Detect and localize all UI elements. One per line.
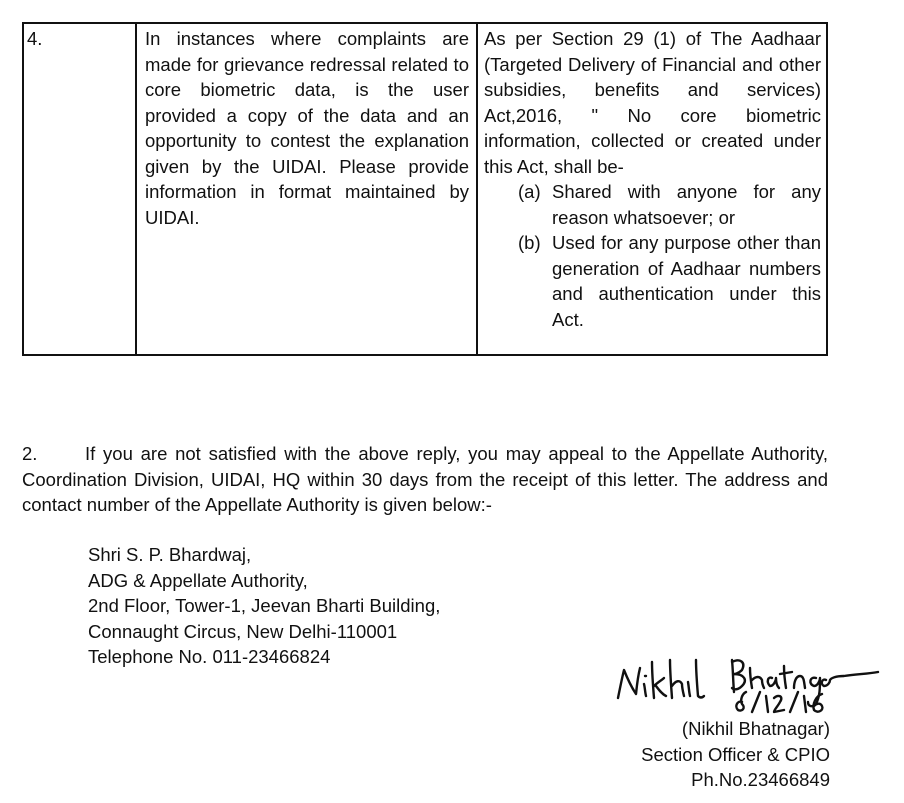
appeal-paragraph (22, 441, 828, 518)
handwritten-signature (612, 648, 882, 718)
reply-item-b (518, 230, 821, 332)
reply-cell (478, 24, 826, 354)
address-line: 2nd Floor, Tower-1, Jeevan Bharti Building, (88, 595, 441, 616)
appellate-address (88, 542, 440, 670)
query-text: In instances where complaints are made for grievance redressal related to core biometric data, is the user provided a copy of the data and an opportunity to contest the explanation given by the UIDAI. Please provide information in format maintained by UIDAI. (145, 28, 469, 228)
address-line: Shri S. P. Bhardwaj, (88, 544, 252, 565)
reply-table (22, 22, 828, 356)
address-line: Telephone No. 011-23466824 (88, 646, 331, 667)
appeal-text: If you are not satisfied with the above reply, you may appeal to the Appellate Authority, Coordination Division, UIDAI, HQ within 30 days from the receipt of this letter. The address and contact number of the Appellate Authority is given below:- (22, 443, 828, 515)
address-line: ADG & Appellate Authority, (88, 569, 308, 591)
address-line: Connaught Circus, New Delhi-110001 (88, 620, 398, 642)
query-cell (137, 24, 478, 354)
signatory-name: (Nikhil Bhatnagar) (681, 718, 830, 739)
reply-item-marker: (a) (518, 181, 541, 202)
signatory-phone: Ph.No.23466849 (691, 769, 830, 790)
reply-item-text: Used for any purpose other than generation of Aadhaar numbers and authentication under this Act. (552, 232, 821, 330)
reply-intro: As per Section 29 (1) of The Aadhaar (Targeted Delivery of Financial and other subsidies, benefits and services) Act,2016, " No core biometric information, collected or created under this Act, shall be- (484, 28, 821, 177)
reply-item-text: Shared with anyone for any reason whatsoever; or (552, 181, 821, 228)
signatory-block (600, 716, 830, 793)
paragraph-number: 2. (22, 443, 38, 464)
reply-item-marker: (b) (518, 232, 541, 253)
serial-number: 4. (27, 28, 43, 49)
serial-cell (24, 24, 137, 354)
signatory-designation: Section Officer & CPIO (641, 743, 830, 765)
signature-image (612, 648, 882, 718)
reply-item-a (518, 179, 821, 230)
